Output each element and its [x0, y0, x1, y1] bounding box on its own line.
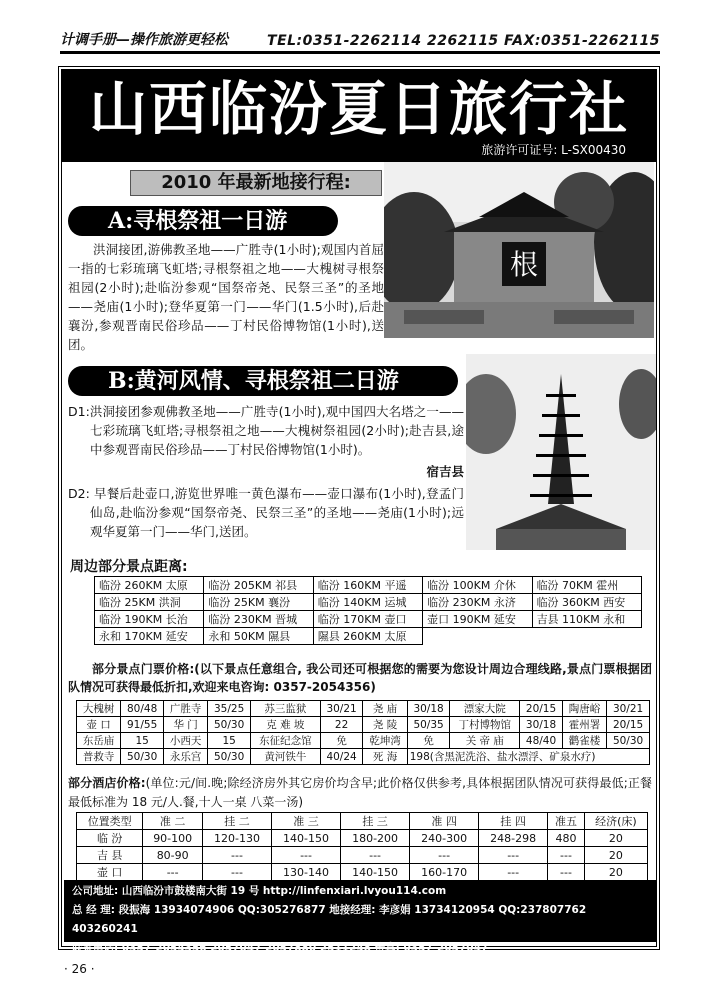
top-bar	[60, 30, 660, 54]
table-cell: 霍州署	[562, 717, 606, 733]
table-cell: 90-100	[143, 830, 203, 847]
table-cell: 48/40	[520, 733, 563, 749]
table-row	[77, 717, 650, 733]
table-cell: 关 帝 庙	[450, 733, 520, 749]
table-cell: 22	[320, 717, 363, 733]
table-cell: ---	[548, 864, 585, 881]
table-cell: 30/18	[520, 717, 563, 733]
table-cell: 30/18	[407, 701, 450, 717]
footer-address: 公司地址: 山西临汾市鼓楼南大街 19 号 http://linfenxiari.lvyou114.com	[72, 885, 447, 897]
slogan: 计调手册—操作旅游更轻松	[60, 32, 228, 48]
column-header: 准 四	[410, 813, 479, 830]
table-cell: ---	[479, 864, 548, 881]
footer-phones: 联系电话: 0357-2054356 2057047 2057880 2511248 传真: 0357-2057047	[72, 942, 489, 954]
footer-contact-box	[64, 880, 656, 954]
tour-b-title: B:黄河风情、寻根祭祖二日游	[108, 368, 399, 394]
column-header: 准 三	[272, 813, 341, 830]
table-cell: 免	[407, 733, 450, 749]
table-cell: ---	[272, 847, 341, 864]
table-cell: ---	[202, 847, 271, 864]
table-cell: 永和 170KM 延安	[95, 628, 204, 645]
table-cell: 临汾 260KM 太原	[95, 577, 204, 594]
hotel-label: 部分酒店价格:	[68, 776, 146, 790]
table-cell: 死 海	[363, 749, 407, 765]
hotel-table	[76, 812, 648, 881]
table-cell: 丁村博物馆	[450, 717, 520, 733]
ancestral-gate-photo	[384, 162, 654, 338]
table-cell: 壶 口	[77, 717, 121, 733]
table-header-row	[77, 813, 648, 830]
table-cell: 50/35	[407, 717, 450, 733]
gate-sign-text: 根	[509, 248, 539, 281]
tour-a-description: 洪洞接团,游佛教圣地——广胜寺(1小时);观国内首屈一指的七彩琉璃飞虹塔;寻根祭祖之地——大槐树寻根祭祖园(2小时);赴临汾参观“国祭帝尧、民祭三圣”的圣地——尧庙(1小时);登华夏第一门——华门(1.5小时),后赴襄汾,参观晋南民俗珍品——丁村民俗博物馆(1小时),送团。	[68, 242, 384, 352]
table-cell: 临汾 160KM 平遥	[313, 577, 422, 594]
table-cell: 临汾 70KM 霍州	[532, 577, 641, 594]
table-cell: 198(含黑泥洗浴、盐水漂浮、矿泉水疗)	[407, 749, 649, 765]
license-number: 旅游许可证号: L-SX00430	[481, 143, 626, 157]
table-cell: 20	[584, 847, 647, 864]
table-cell: 30/21	[607, 701, 650, 717]
table-cell: 壶 口	[77, 864, 143, 881]
table-cell: 普救寺	[77, 749, 121, 765]
column-header: 准五	[548, 813, 585, 830]
tour-b-day1-stay: 宿吉县	[426, 464, 464, 479]
table-cell: 大槐树	[77, 701, 121, 717]
table-cell: ---	[410, 847, 479, 864]
table-cell: 20	[584, 864, 647, 881]
table-cell: 140-150	[341, 864, 410, 881]
column-header: 挂 三	[341, 813, 410, 830]
table-cell: 隰县 260KM 太原	[313, 628, 422, 645]
table-cell: 壶口 190KM 延安	[423, 611, 532, 628]
table-cell: 临汾 360KM 西安	[532, 594, 641, 611]
hotel-note-text: (单位:元/间.晚;除经济房外其它房价均含早;此价格仅供参考,具体根据团队情况可获得最低;正餐最低标准为 18 元/人.餐,十人一桌 八菜一汤)	[68, 776, 652, 809]
ticket-table	[76, 700, 650, 765]
tour-a-title: A:寻根祭祖一日游	[108, 208, 288, 234]
table-cell: 临 汾	[77, 830, 143, 847]
table-cell: 50/30	[607, 733, 650, 749]
footer-managers: 总 经 理: 段振海 13934074906 QQ:305276877 地接经理: 李彦娟 13734120954 QQ:237807762 403260241	[72, 904, 587, 935]
agency-title: 山西临汾夏日旅行社	[88, 75, 629, 143]
table-cell: ---	[548, 847, 585, 864]
table-cell: 吉 县	[77, 847, 143, 864]
contact-line: TEL:0351-2262114 2262115 FAX:0351-2262115	[267, 33, 660, 49]
table-cell: 陶唐峪	[562, 701, 606, 717]
table-cell: 临汾 140KM 运城	[313, 594, 422, 611]
table-row	[95, 611, 642, 628]
table-row	[95, 577, 642, 594]
table-row	[77, 749, 650, 765]
tour-b-day2: D2: 早餐后赴壶口,游览世界唯一黄色瀑布——壶口瀑布(1小时),登孟门仙岛,赴临汾参观“国祭帝尧、民祭三圣”的圣地——尧庙(1小时);远观华夏第一门——华门,送团。	[68, 486, 464, 539]
tour-a-banner	[82, 206, 338, 236]
table-cell: 黄河铁牛	[251, 749, 321, 765]
column-header: 挂 四	[479, 813, 548, 830]
table-cell: 临汾 100KM 介休	[423, 577, 532, 594]
table-cell: 鹳雀楼	[562, 733, 606, 749]
ticket-note	[68, 660, 652, 696]
table-cell: ---	[479, 847, 548, 864]
table-cell: ---	[341, 847, 410, 864]
itinerary-heading: 2010 年最新地接行程:	[130, 170, 382, 196]
table-cell: 248-298	[479, 830, 548, 847]
column-header: 经济(床)	[584, 813, 647, 830]
table-cell	[532, 628, 641, 645]
table-cell: 克 难 坡	[251, 717, 321, 733]
table-cell: 50/30	[208, 749, 251, 765]
table-cell: 尧 陵	[363, 717, 407, 733]
table-cell: 80-90	[143, 847, 203, 864]
table-row	[77, 847, 648, 864]
tour-b-banner	[82, 366, 458, 396]
table-cell: 华 门	[164, 717, 208, 733]
table-cell: 东征纪念馆	[251, 733, 321, 749]
ticket-label: 部分景点门票价格:	[92, 662, 195, 676]
table-cell: 15	[208, 733, 251, 749]
table-cell: 20	[584, 830, 647, 847]
column-header: 准 二	[143, 813, 203, 830]
pagoda-photo	[466, 354, 656, 550]
table-cell	[423, 628, 532, 645]
table-cell: 120-130	[202, 830, 271, 847]
table-cell: 苏三监狱	[251, 701, 321, 717]
table-cell: 临汾 205KM 祁县	[204, 577, 313, 594]
table-cell: 免	[320, 733, 363, 749]
table-cell: 尧 庙	[363, 701, 407, 717]
ticket-note-text: (以下景点任意组合, 我公司还可根据您的需要为您设计周边合理线路,景点门票根据团队情况可获得最低折扣,欢迎来电咨询: 0357-2054356)	[68, 662, 652, 694]
table-cell: 吉县 110KM 永和	[532, 611, 641, 628]
distance-table	[94, 576, 642, 645]
column-header: 挂 二	[202, 813, 271, 830]
distance-label: 周边部分景点距离:	[70, 559, 188, 575]
table-cell: 240-300	[410, 830, 479, 847]
table-cell: 80/48	[121, 701, 164, 717]
table-cell: ---	[143, 864, 203, 881]
table-cell: 50/30	[121, 749, 164, 765]
table-cell: 漂家大院	[450, 701, 520, 717]
table-cell: 东岳庙	[77, 733, 121, 749]
table-cell: 永乐宫	[164, 749, 208, 765]
table-cell: 临汾 25KM 洪洞	[95, 594, 204, 611]
table-cell: 50/30	[208, 717, 251, 733]
table-cell: 广胜寺	[164, 701, 208, 717]
table-cell: 20/15	[607, 717, 650, 733]
table-row	[95, 594, 642, 611]
table-cell: ---	[202, 864, 271, 881]
table-row	[77, 701, 650, 717]
tour-b-day1: D1:洪洞接团参观佛教圣地——广胜寺(1小时),观中国四大名塔之一——七彩琉璃飞虹塔;寻根祭祖之地——大槐树祭祖园(2小时);赴吉县,途中参观晋南民俗珍品——丁村民俗博物馆(1小时)。	[68, 404, 464, 457]
table-cell: 160-170	[410, 864, 479, 881]
table-cell: 180-200	[341, 830, 410, 847]
table-cell: 小西天	[164, 733, 208, 749]
table-cell: 30/21	[320, 701, 363, 717]
column-header: 位置类型	[77, 813, 143, 830]
table-cell: 临汾 230KM 晋城	[204, 611, 313, 628]
table-cell: 40/24	[320, 749, 363, 765]
table-cell: 乾坤湾	[363, 733, 407, 749]
table-row	[95, 628, 642, 645]
table-cell: 35/25	[208, 701, 251, 717]
header-banner	[62, 70, 656, 162]
table-row	[77, 864, 648, 881]
table-cell: 永和 50KM 隰县	[204, 628, 313, 645]
table-cell: 临汾 230KM 永济	[423, 594, 532, 611]
table-cell: 91/55	[121, 717, 164, 733]
table-cell: 140-150	[272, 830, 341, 847]
table-cell: 20/15	[520, 701, 563, 717]
table-cell: 临汾 170KM 壶口	[313, 611, 422, 628]
hotel-note	[68, 774, 652, 812]
table-cell: 临汾 190KM 长治	[95, 611, 204, 628]
table-cell: 临汾 25KM 襄汾	[204, 594, 313, 611]
table-cell: 130-140	[272, 864, 341, 881]
table-row	[77, 733, 650, 749]
table-cell: 480	[548, 830, 585, 847]
page-number: · 26 ·	[64, 962, 95, 976]
table-cell: 15	[121, 733, 164, 749]
table-row	[77, 830, 648, 847]
